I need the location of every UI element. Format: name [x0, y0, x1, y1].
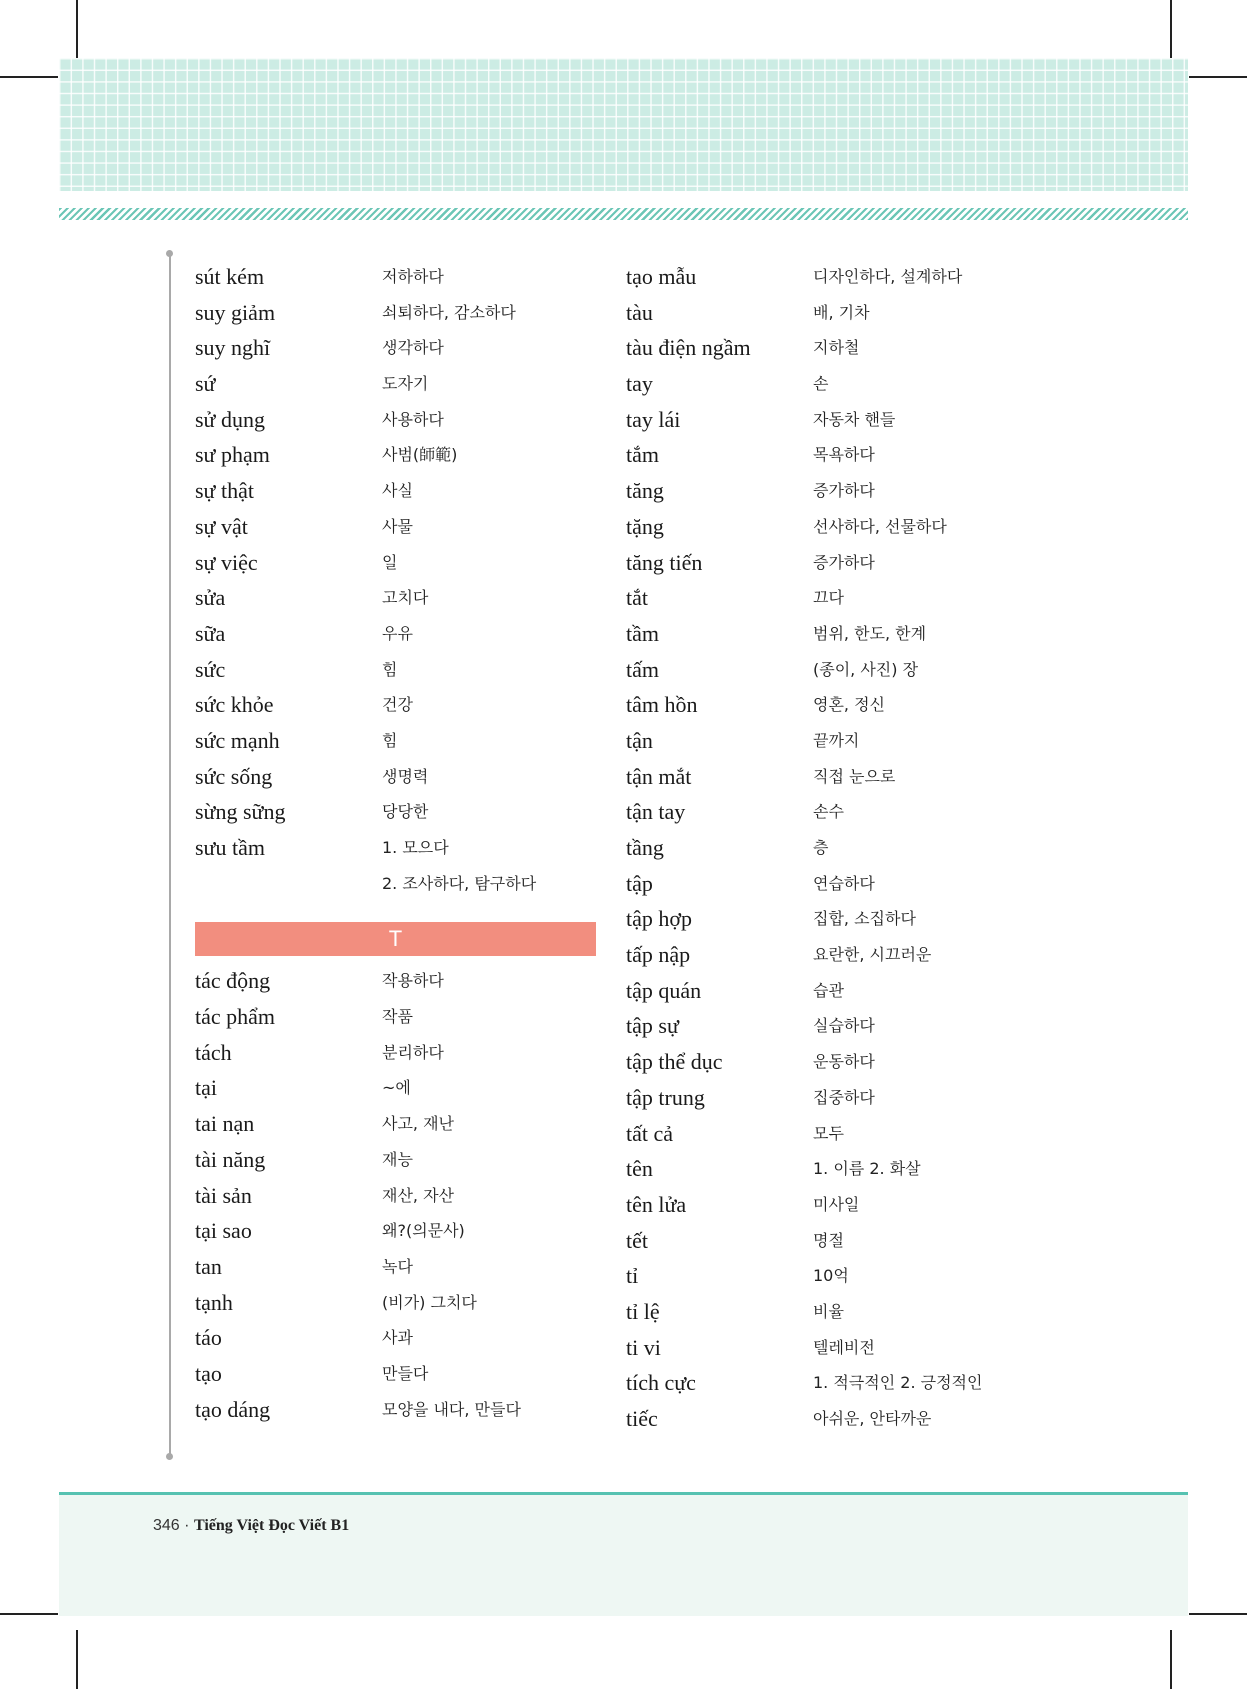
- vietnamese-term: tỉ: [626, 1263, 639, 1289]
- glossary-entry: [195, 869, 596, 905]
- korean-meaning: 생각하다: [382, 338, 444, 358]
- book-title: Tiếng Việt Đọc Viết B1: [193, 1517, 350, 1534]
- vietnamese-term: sức sống: [195, 763, 273, 789]
- glossary-entry: [626, 869, 1026, 905]
- glossary-entry: [195, 1216, 596, 1252]
- glossary-entry: [626, 1011, 1026, 1047]
- korean-meaning: 사과: [382, 1328, 413, 1348]
- page-footer: [59, 1492, 1188, 1616]
- korean-meaning: 모두: [813, 1123, 844, 1143]
- korean-meaning: 배, 기차: [813, 302, 870, 322]
- crop-mark-bottom-left-v: [76, 1630, 78, 1689]
- glossary-entry: [626, 797, 1026, 833]
- vietnamese-term: suy nghĩ: [195, 335, 271, 361]
- vietnamese-term: tập sự: [626, 1013, 679, 1039]
- glossary-entry: [626, 262, 1026, 298]
- vietnamese-term: tắt: [626, 585, 648, 611]
- korean-meaning: 운동하다: [813, 1052, 875, 1072]
- glossary-entry: [626, 1297, 1026, 1333]
- korean-meaning: 미사일: [813, 1194, 860, 1214]
- section-heading-t: T: [195, 922, 596, 956]
- glossary-entry: [195, 690, 596, 726]
- korean-meaning: 증가하다: [813, 552, 875, 572]
- korean-meaning: 손수: [813, 802, 844, 822]
- korean-meaning: 저하하다: [382, 267, 444, 286]
- vietnamese-term: tạnh: [195, 1289, 233, 1315]
- vietnamese-term: tách: [195, 1039, 232, 1065]
- korean-meaning: 손: [813, 374, 829, 394]
- korean-meaning: 힘: [382, 659, 398, 679]
- glossary-entry: [195, 1038, 596, 1074]
- glossary-entry: [195, 1109, 596, 1145]
- korean-meaning: 녹다: [382, 1256, 413, 1276]
- page-number: 346: [153, 1517, 180, 1534]
- glossary-entry: [195, 1073, 596, 1109]
- vietnamese-term: tạo: [195, 1360, 222, 1386]
- vietnamese-term: sửa: [195, 585, 226, 611]
- glossary-entry: [195, 762, 596, 798]
- glossary-entry: [195, 966, 596, 1002]
- glossary-entry: [626, 1190, 1026, 1226]
- korean-meaning: 10억: [813, 1266, 849, 1286]
- korean-meaning: 선사하다, 선물하다: [813, 516, 947, 536]
- glossary-entry: [195, 440, 596, 476]
- glossary-entry: [626, 1226, 1026, 1262]
- vietnamese-term: tác phẩm: [195, 1004, 276, 1030]
- glossary-entry: [195, 1395, 596, 1431]
- korean-meaning: 작용하다: [382, 971, 444, 991]
- glossary-entry: [626, 548, 1026, 584]
- glossary-entry: [626, 298, 1026, 334]
- vietnamese-term: sữa: [195, 620, 226, 646]
- glossary-entry: [195, 1359, 596, 1395]
- vietnamese-term: sức: [195, 656, 226, 682]
- vietnamese-term: tai nạn: [195, 1111, 255, 1137]
- vietnamese-term: tấm: [626, 656, 659, 682]
- vietnamese-term: sút kém: [195, 264, 265, 289]
- glossary-entry: [195, 1002, 596, 1038]
- vietnamese-term: sự vật: [195, 513, 248, 539]
- korean-meaning: 디자인하다, 설계하다: [813, 267, 963, 286]
- vietnamese-term: tập thể dục: [626, 1049, 723, 1075]
- margin-rule-bottom-dot: [166, 1453, 173, 1460]
- margin-rule: [169, 253, 171, 1458]
- glossary-entry: [195, 405, 596, 441]
- crop-mark-bottom-right-v: [1170, 1630, 1172, 1689]
- korean-meaning: 층: [813, 838, 829, 857]
- glossary-right-column: [626, 262, 1026, 1440]
- korean-meaning: 집중하다: [813, 1087, 875, 1107]
- t-entries-list: [195, 966, 596, 1430]
- vietnamese-term: tầm: [626, 620, 659, 646]
- crop-mark-top-left-v: [76, 0, 78, 58]
- vietnamese-term: tặng: [626, 513, 664, 539]
- crop-mark-top-right-h: [1189, 76, 1247, 78]
- korean-meaning: 사실: [382, 481, 413, 501]
- korean-meaning: 사용하다: [382, 409, 444, 429]
- korean-meaning: 목욕하다: [813, 445, 875, 465]
- vietnamese-term: tài năng: [195, 1146, 266, 1172]
- vietnamese-term: sưu tầm: [195, 835, 265, 860]
- vietnamese-term: tết: [626, 1227, 648, 1253]
- korean-meaning: 끄다: [813, 588, 844, 608]
- vietnamese-term: tên lửa: [626, 1191, 687, 1217]
- glossary-entry: [626, 1404, 1026, 1440]
- glossary-entry: [195, 476, 596, 512]
- glossary-entry: [626, 512, 1026, 548]
- korean-meaning: 당당한: [382, 802, 429, 822]
- vietnamese-term: tại: [195, 1075, 217, 1101]
- glossary-entry: [195, 1181, 596, 1217]
- crop-mark-top-right-v: [1170, 0, 1172, 58]
- vietnamese-term: tạo dáng: [195, 1396, 271, 1422]
- glossary-entry: [195, 583, 596, 619]
- vietnamese-term: tăng tiến: [626, 549, 703, 575]
- korean-meaning: (비가) 그치다: [382, 1292, 477, 1312]
- korean-meaning: 도자기: [382, 374, 429, 394]
- glossary-entry: [195, 512, 596, 548]
- glossary-entry: [626, 976, 1026, 1012]
- korean-meaning: 끝까지: [813, 730, 860, 750]
- vietnamese-term: tận mắt: [626, 763, 692, 789]
- vietnamese-term: tất cả: [626, 1120, 674, 1146]
- korean-meaning: 사물: [382, 516, 413, 536]
- korean-meaning: 분리하다: [382, 1042, 444, 1062]
- vietnamese-term: tận: [626, 727, 653, 753]
- vietnamese-term: tỉ lệ: [626, 1298, 660, 1324]
- glossary-entry: [626, 726, 1026, 762]
- korean-meaning: 사범(師範): [382, 445, 458, 465]
- glossary-left-column: [195, 262, 596, 1430]
- glossary-entry: [195, 369, 596, 405]
- korean-meaning: 건강: [382, 695, 413, 715]
- glossary-entry: [626, 1368, 1026, 1404]
- vietnamese-term: suy giảm: [195, 299, 276, 325]
- glossary-entry: [195, 1288, 596, 1324]
- korean-meaning: 재능: [382, 1149, 413, 1169]
- korean-meaning: 모양을 내다, 만들다: [382, 1399, 521, 1419]
- korean-meaning: 재산, 자산: [382, 1185, 454, 1205]
- glossary-entry: [626, 762, 1026, 798]
- t-entries-continued-list: [626, 262, 1026, 1440]
- korean-meaning: 증가하다: [813, 481, 875, 501]
- glossary-entry: [626, 619, 1026, 655]
- glossary-entry: [626, 1083, 1026, 1119]
- vietnamese-term: tận tay: [626, 799, 686, 825]
- glossary-entry: [195, 726, 596, 762]
- vietnamese-term: sư phạm: [195, 442, 270, 468]
- margin-rule-top-dot: [166, 250, 173, 257]
- glossary-entry: [626, 904, 1026, 940]
- korean-meaning: 아쉬운, 안타까운: [813, 1409, 932, 1428]
- glossary-entry: [626, 333, 1026, 369]
- glossary-entry: [195, 262, 596, 298]
- korean-meaning: 범위, 한도, 한계: [813, 623, 927, 643]
- vietnamese-term: sừng sững: [195, 799, 286, 825]
- korean-meaning: 요란한, 시끄러운: [813, 945, 932, 965]
- vietnamese-term: tăng: [626, 478, 664, 504]
- glossary-entry: [626, 369, 1026, 405]
- vietnamese-term: tắm: [626, 442, 659, 468]
- korean-meaning: 만들다: [382, 1363, 429, 1383]
- crop-mark-top-left-h: [0, 76, 58, 78]
- vietnamese-term: tên: [626, 1156, 653, 1182]
- korean-meaning: 일: [382, 552, 398, 572]
- glossary-entry: [626, 690, 1026, 726]
- vietnamese-term: tập: [626, 870, 653, 896]
- vietnamese-term: tàu: [626, 299, 653, 325]
- glossary-entry: [195, 619, 596, 655]
- korean-meaning: 지하철: [813, 338, 860, 358]
- footer-separator: ·: [184, 1517, 190, 1534]
- korean-meaning: 집합, 소집하다: [813, 909, 916, 929]
- vietnamese-term: tại sao: [195, 1218, 252, 1244]
- crop-mark-bottom-right-h: [1189, 1613, 1247, 1615]
- korean-meaning: (종이, 사진) 장: [813, 659, 919, 679]
- korean-meaning: 습관: [813, 980, 844, 1000]
- korean-meaning: 1. 모으다: [382, 838, 449, 857]
- korean-meaning: 우유: [382, 623, 413, 643]
- glossary-entry: [195, 548, 596, 584]
- glossary-entry: [626, 940, 1026, 976]
- glossary-entry: [626, 1047, 1026, 1083]
- korean-meaning: 생명력: [382, 766, 429, 786]
- glossary-entry: [626, 405, 1026, 441]
- vietnamese-term: tập hợp: [626, 906, 693, 932]
- vietnamese-term: tích cực: [626, 1370, 696, 1396]
- vietnamese-term: tập trung: [626, 1084, 705, 1110]
- korean-meaning: 1. 적극적인 2. 긍정적인: [813, 1373, 983, 1393]
- glossary-entry: [626, 1154, 1026, 1190]
- korean-meaning: 영혼, 정신: [813, 695, 885, 715]
- korean-meaning: 고치다: [382, 588, 429, 608]
- glossary-entry: [195, 1145, 596, 1181]
- vietnamese-term: tầng: [626, 835, 664, 860]
- vietnamese-term: tàu điện ngầm: [626, 335, 751, 361]
- glossary-entry: [626, 440, 1026, 476]
- korean-meaning: ~에: [382, 1078, 411, 1098]
- glossary-entry: [195, 1252, 596, 1288]
- vietnamese-term: tạo mẫu: [626, 264, 697, 289]
- glossary-entry: [626, 476, 1026, 512]
- vietnamese-term: sử dụng: [195, 406, 265, 432]
- korean-meaning: 힘: [382, 730, 398, 750]
- vietnamese-term: tay: [626, 371, 653, 397]
- glossary-entry: [195, 797, 596, 833]
- vietnamese-term: sức khỏe: [195, 692, 274, 718]
- crop-mark-bottom-left-h: [0, 1613, 58, 1615]
- glossary-entry: [626, 1333, 1026, 1369]
- vietnamese-term: tâm hồn: [626, 692, 698, 718]
- glossary-entry: [626, 655, 1026, 691]
- vietnamese-term: tác động: [195, 968, 271, 994]
- vietnamese-term: tập quán: [626, 977, 702, 1003]
- korean-meaning: 사고, 재난: [382, 1114, 454, 1134]
- glossary-entry: [626, 1119, 1026, 1155]
- korean-meaning: 직접 눈으로: [813, 766, 896, 786]
- glossary-entry: [626, 1261, 1026, 1297]
- vietnamese-term: sức mạnh: [195, 727, 280, 753]
- vietnamese-term: tấp nập: [626, 942, 691, 968]
- vietnamese-term: ti vi: [626, 1334, 661, 1360]
- korean-meaning: 연습하다: [813, 873, 875, 893]
- glossary-entry: [195, 655, 596, 691]
- vietnamese-term: tài sản: [195, 1182, 252, 1208]
- glossary-entry: [195, 298, 596, 334]
- korean-meaning: 1. 이름 2. 화살: [813, 1159, 921, 1179]
- footer-text: [153, 1517, 349, 1535]
- vietnamese-term: tay lái: [626, 406, 681, 432]
- header-hatch-stripe: [59, 208, 1188, 220]
- glossary-entry: [626, 833, 1026, 869]
- vietnamese-term: tan: [195, 1253, 222, 1279]
- glossary-entry: [195, 1323, 596, 1359]
- glossary-entry: [195, 333, 596, 369]
- s-entries-list: [195, 262, 596, 904]
- korean-meaning: 자동차 핸들: [813, 409, 896, 429]
- korean-meaning: 쇠퇴하다, 감소하다: [382, 302, 516, 322]
- header-grid-banner: [59, 58, 1188, 191]
- vietnamese-term: táo: [195, 1325, 222, 1351]
- vietnamese-term: tiếc: [626, 1406, 658, 1431]
- korean-meaning: 텔레비전: [813, 1337, 875, 1357]
- vietnamese-term: sự việc: [195, 549, 258, 575]
- korean-meaning: 실습하다: [813, 1016, 875, 1036]
- glossary-entry: [626, 583, 1026, 619]
- glossary-entry: [195, 833, 596, 869]
- korean-meaning: 2. 조사하다, 탐구하다: [382, 873, 537, 893]
- korean-meaning: 작품: [382, 1007, 413, 1027]
- korean-meaning: 왜?(의문사): [382, 1221, 465, 1241]
- vietnamese-term: sứ: [195, 371, 216, 397]
- korean-meaning: 명절: [813, 1230, 844, 1250]
- vietnamese-term: sự thật: [195, 478, 254, 504]
- korean-meaning: 비율: [813, 1301, 844, 1321]
